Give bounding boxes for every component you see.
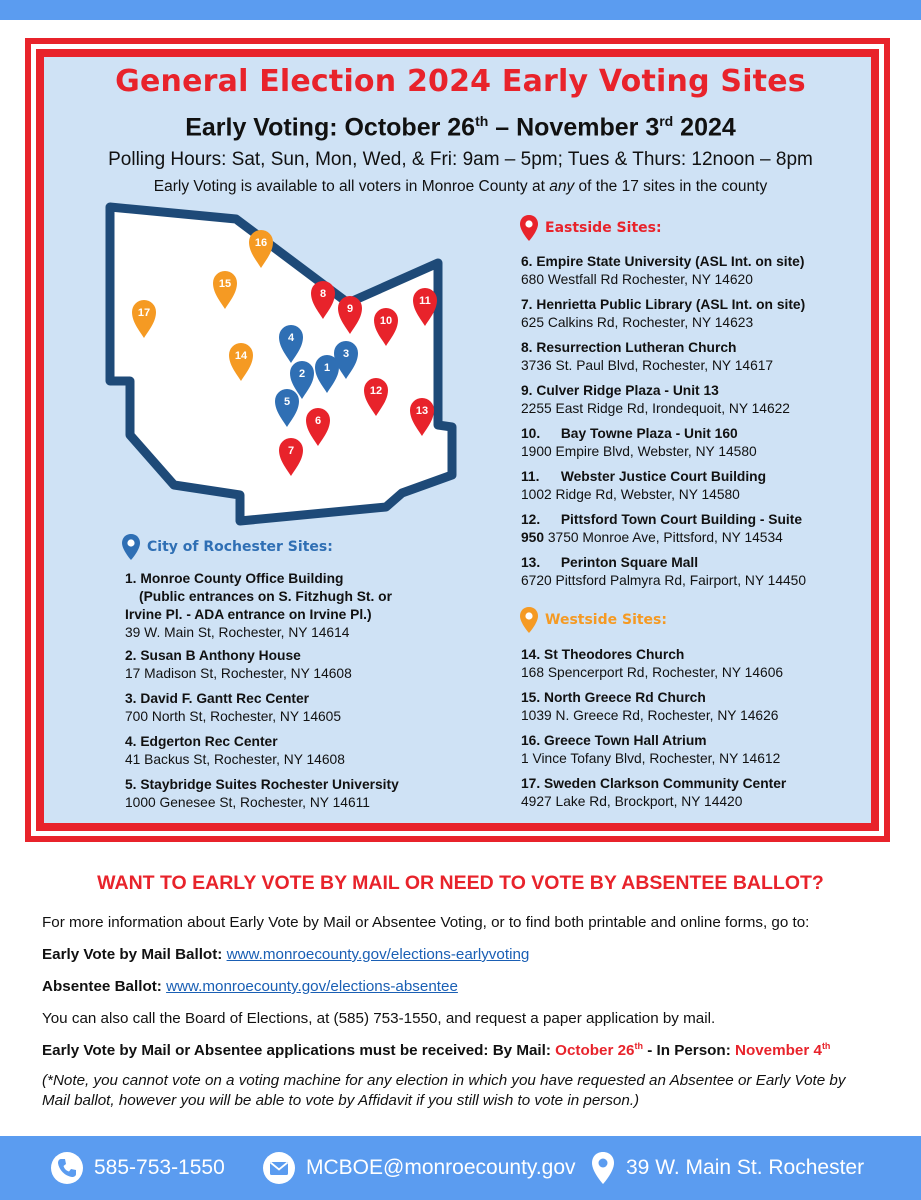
site-number: 9. (521, 383, 533, 398)
site-name: Henrietta Public Library (ASL Int. on site) (536, 297, 806, 312)
site-name: Bay Towne Plaza - Unit 160 (560, 426, 738, 441)
site-number: 1. (125, 571, 137, 586)
site-number: 10. (521, 426, 541, 441)
site-address: 1039 N. Greece Rd, Rochester, NY 14626 (521, 708, 779, 723)
map-pin-label: 4 (287, 332, 295, 344)
site-number: 13. (521, 555, 541, 570)
east-site-13 (521, 554, 806, 590)
site-name: Greece Town Hall Atrium (544, 733, 707, 748)
map-pin-label: 5 (283, 396, 291, 408)
map-pin-label: 2 (298, 368, 306, 380)
suite-number: 950 (521, 530, 545, 545)
availability-note: Early Voting is available to all voters in Monroe County at any of the 17 sites in the county (153, 178, 768, 195)
map-pin-label: 17 (137, 307, 151, 319)
early-voting-link[interactable]: www.monroecounty.gov/elections-earlyvoting (226, 946, 530, 963)
site-number: 7. (521, 297, 533, 312)
site-address: 41 Backus St, Rochester, NY 14608 (125, 752, 345, 767)
city-site-3 (125, 690, 341, 726)
eastside-heading: Eastside Sites: (519, 214, 662, 242)
map-pin-label: 1 (323, 362, 331, 374)
site-name: David F. Gantt Rec Center (140, 691, 310, 706)
site-name: Pittsford Town Court Building - Suite (560, 512, 802, 527)
east-site-6 (521, 253, 804, 289)
city-site-1 (125, 570, 392, 642)
site-number: 3. (125, 691, 137, 706)
affidavit-note: (*Note, you cannot vote on a voting machine for any election in which you have requested an Absentee or Early Vote by Mail ballot, however you will be able to vote by Affidavit if you still wish to vote in person.) (42, 1072, 846, 1109)
map-pin-label: 7 (287, 445, 295, 457)
site-address: 1 Vince Tofany Blvd, Rochester, NY 14612 (521, 751, 781, 766)
map-pin-label: 11 (419, 295, 431, 307)
map-pin-label: 16 (254, 237, 268, 249)
map-pin-label: 3 (342, 348, 350, 360)
mail-intro: For more information about Early Vote by Mail or Absentee Voting, or to find both printable and online forms, go to: (42, 914, 810, 931)
site-name-detail: Irvine Pl. - ADA entrance on Irvine Pl.) (125, 607, 372, 622)
site-number: 15. (521, 690, 541, 705)
site-number: 8. (521, 340, 533, 355)
site-address: 168 Spencerport Rd, Rochester, NY 14606 (521, 665, 784, 680)
site-name: Culver Ridge Plaza - Unit 13 (536, 383, 719, 398)
site-address: 2255 East Ridge Rd, Irondequoit, NY 14622 (521, 401, 790, 416)
map-pin-label: 13 (415, 405, 429, 417)
site-address: 1900 Empire Blvd, Webster, NY 14580 (521, 444, 757, 459)
site-number: 4. (125, 734, 137, 749)
footer-phone[interactable]: 585-753-1550 (50, 1136, 225, 1200)
location-pin-icon (121, 533, 141, 561)
westside-heading: Westside Sites: (519, 606, 667, 634)
map-pin-label: 8 (319, 288, 327, 300)
mail-heading: WANT TO EARLY VOTE BY MAIL OR NEED TO VOTE BY ABSENTEE BALLOT? (97, 872, 824, 894)
county-outline (110, 207, 452, 521)
site-name-detail: (Public entrances on S. Fitzhugh St. or (139, 589, 392, 604)
west-site-15 (521, 689, 778, 725)
site-address: 6720 Pittsford Palmyra Rd, Fairport, NY 14450 (521, 573, 807, 588)
map-pin-label: 9 (346, 303, 354, 315)
mail-icon (262, 1151, 296, 1185)
site-name: Empire State University (ASL Int. on site) (536, 254, 805, 269)
site-address: 3736 St. Paul Blvd, Rochester, NY 14617 (521, 358, 774, 373)
location-pin-icon (519, 606, 539, 634)
site-address: 4927 Lake Rd, Brockport, NY 14420 (521, 794, 743, 809)
east-site-10 (521, 425, 757, 461)
site-name: North Greece Rd Church (544, 690, 706, 705)
top-banner-bar (0, 0, 921, 20)
map-pin-label: 10 (379, 315, 393, 327)
east-site-8 (521, 339, 773, 375)
site-number: 5. (125, 777, 137, 792)
site-name: Staybridge Suites Rochester University (140, 777, 399, 792)
early-vote-mail-line: Early Vote by Mail Ballot: www.monroecounty.gov/elections-earlyvoting (42, 946, 530, 963)
site-name: Monroe County Office Building (140, 571, 344, 586)
footer-address: 39 W. Main St. Rochester (590, 1136, 864, 1200)
east-site-11 (521, 468, 766, 504)
site-number: 16. (521, 733, 541, 748)
map-pin-label: 6 (314, 415, 322, 427)
site-name: Perinton Square Mall (560, 555, 699, 570)
site-number: 11. (521, 469, 540, 484)
site-address: 700 North St, Rochester, NY 14605 (125, 709, 342, 724)
city-site-5 (125, 776, 399, 812)
site-address: 17 Madison St, Rochester, NY 14608 (125, 666, 352, 681)
west-site-17 (521, 775, 786, 811)
site-name: Susan B Anthony House (140, 648, 301, 663)
east-site-9 (521, 382, 790, 418)
site-number: 2. (125, 648, 137, 663)
site-number: 12. (521, 512, 541, 527)
site-address: 39 W. Main St, Rochester, NY 14614 (125, 625, 350, 640)
site-address: 1002 Ridge Rd, Webster, NY 14580 (521, 487, 740, 502)
site-name: Resurrection Lutheran Church (536, 340, 737, 355)
site-name: Webster Justice Court Building (560, 469, 767, 484)
location-pin-icon (590, 1151, 616, 1185)
site-address: 625 Calkins Rd, Rochester, NY 14623 (521, 315, 754, 330)
east-site-7 (521, 296, 805, 332)
deadline-line: Early Vote by Mail or Absentee applications must be received: By Mail: October 26th - In Person: November 4th (42, 1041, 831, 1060)
city-site-2 (125, 647, 352, 683)
map-pin-label: 12 (369, 385, 383, 397)
early-voting-dates: Early Voting: October 26th – November 3rd 2024 (185, 113, 736, 142)
footer-email[interactable]: MCBOE@monroecounty.gov (262, 1136, 576, 1200)
site-number: 6. (521, 254, 533, 269)
call-line: You can also call the Board of Elections, at (585) 753-1550, and request a paper application by mail. (42, 1010, 716, 1027)
map-pin-label: 14 (234, 350, 248, 362)
city-site-4 (125, 733, 345, 769)
city-heading: City of Rochester Sites: (121, 533, 333, 561)
absentee-line: Absentee Ballot: www.monroecounty.gov/elections-absentee (42, 978, 458, 995)
site-address: 680 Westfall Rd Rochester, NY 14620 (521, 272, 753, 287)
site-number: 17. (521, 776, 541, 791)
west-site-14 (521, 646, 783, 682)
site-number: 14. (521, 647, 541, 662)
site-address: 3750 Monroe Ave, Pittsford, NY 14534 (544, 530, 783, 545)
county-map (100, 195, 480, 535)
phone-icon (50, 1151, 84, 1185)
map-pin-label: 15 (218, 278, 232, 290)
site-name: Sweden Clarkson Community Center (544, 776, 787, 791)
contact-footer (0, 1136, 921, 1200)
site-name: Edgerton Rec Center (140, 734, 278, 749)
east-site-12 (521, 511, 802, 547)
location-pin-icon (519, 214, 539, 242)
absentee-link[interactable]: www.monroecounty.gov/elections-absentee (166, 978, 458, 995)
west-site-16 (521, 732, 780, 768)
page-title: General Election 2024 Early Voting Sites (115, 64, 806, 99)
site-name: St Theodores Church (544, 647, 685, 662)
polling-hours: Polling Hours: Sat, Sun, Mon, Wed, & Fri: 9am – 5pm; Tues & Thurs: 12noon – 8pm (108, 149, 813, 170)
site-address: 1000 Genesee St, Rochester, NY 14611 (125, 795, 370, 810)
